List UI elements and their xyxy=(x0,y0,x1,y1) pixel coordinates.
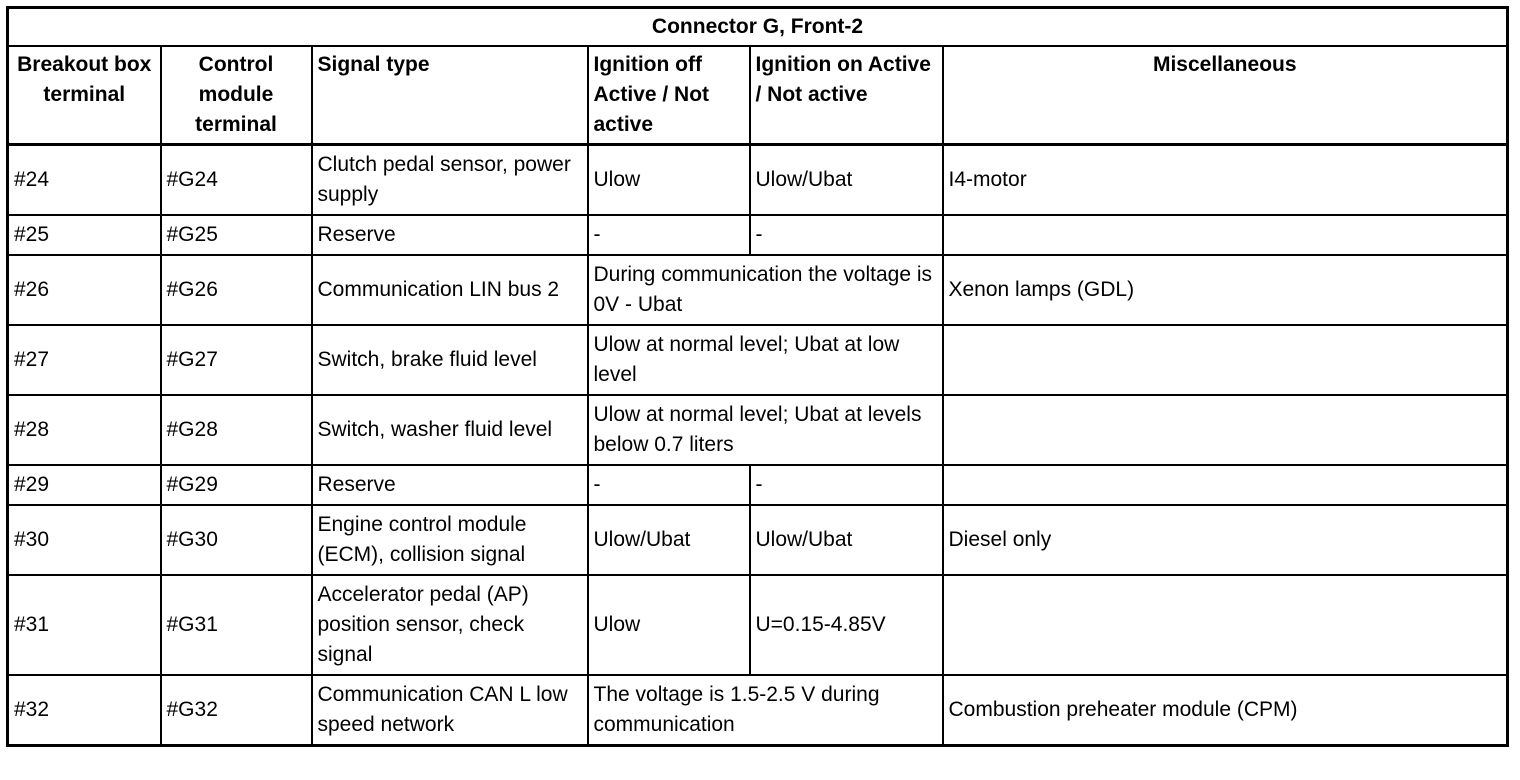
header-signal-type: Signal type xyxy=(312,46,588,145)
cell-signal: Engine control module (ECM), collision signal xyxy=(312,505,588,575)
cell-signal: Accelerator pedal (AP) position sensor, check signal xyxy=(312,575,588,675)
cell-signal: Switch, brake fluid level xyxy=(312,325,588,395)
cell-ignition-off: Ulow xyxy=(588,575,750,675)
cell-control: #G32 xyxy=(161,675,312,746)
table-row xyxy=(8,255,1508,325)
table-row xyxy=(8,575,1508,675)
table-title: Connector G, Front-2 xyxy=(8,8,1508,47)
table-row xyxy=(8,675,1508,746)
table-row xyxy=(8,325,1508,395)
cell-ignition-combined: Ulow at normal level; Ubat at levels below 0.7 liters xyxy=(588,395,943,465)
cell-misc xyxy=(943,465,1508,505)
cell-misc: Diesel only xyxy=(943,505,1508,575)
cell-breakout: #25 xyxy=(8,215,161,255)
cell-breakout: #31 xyxy=(8,575,161,675)
table-row xyxy=(8,465,1508,505)
cell-misc: Xenon lamps (GDL) xyxy=(943,255,1508,325)
table-row xyxy=(8,215,1508,255)
cell-signal: Communication CAN L low speed network xyxy=(312,675,588,746)
cell-misc xyxy=(943,575,1508,675)
cell-ignition-on: U=0.15-4.85V xyxy=(750,575,943,675)
cell-signal: Clutch pedal sensor, power supply xyxy=(312,145,588,216)
cell-ignition-combined: The voltage is 1.5-2.5 V during communication xyxy=(588,675,943,746)
cell-ignition-off: - xyxy=(588,215,750,255)
cell-ignition-off: Ulow/Ubat xyxy=(588,505,750,575)
table-row xyxy=(8,505,1508,575)
cell-signal: Reserve xyxy=(312,465,588,505)
cell-ignition-on: Ulow/Ubat xyxy=(750,505,943,575)
cell-signal: Reserve xyxy=(312,215,588,255)
cell-signal: Switch, washer fluid level xyxy=(312,395,588,465)
cell-misc: Combustion preheater module (CPM) xyxy=(943,675,1508,746)
table-row xyxy=(8,395,1508,465)
cell-breakout: #32 xyxy=(8,675,161,746)
cell-control: #G31 xyxy=(161,575,312,675)
cell-misc xyxy=(943,215,1508,255)
header-ignition-off: Ignition off Active / Not active xyxy=(588,46,750,145)
cell-control: #G30 xyxy=(161,505,312,575)
header-ignition-on: Ignition on Active / Not active xyxy=(750,46,943,145)
cell-misc: I4-motor xyxy=(943,145,1508,216)
cell-ignition-off: - xyxy=(588,465,750,505)
header-breakout-box-terminal: Breakout box terminal xyxy=(8,46,161,145)
header-miscellaneous: Miscellaneous xyxy=(943,46,1508,145)
cell-breakout: #27 xyxy=(8,325,161,395)
cell-ignition-combined: During communication the voltage is 0V - Ubat xyxy=(588,255,943,325)
cell-breakout: #30 xyxy=(8,505,161,575)
connector-table-container xyxy=(6,6,1509,747)
cell-ignition-off: Ulow xyxy=(588,145,750,216)
cell-control: #G27 xyxy=(161,325,312,395)
cell-control: #G26 xyxy=(161,255,312,325)
cell-control: #G28 xyxy=(161,395,312,465)
cell-ignition-on: - xyxy=(750,465,943,505)
cell-signal: Communication LIN bus 2 xyxy=(312,255,588,325)
cell-ignition-combined: Ulow at normal level; Ubat at low level xyxy=(588,325,943,395)
cell-breakout: #28 xyxy=(8,395,161,465)
cell-control: #G29 xyxy=(161,465,312,505)
cell-misc xyxy=(943,325,1508,395)
cell-breakout: #29 xyxy=(8,465,161,505)
header-control-module-terminal: Control module terminal xyxy=(161,46,312,145)
connector-g-table xyxy=(6,6,1509,747)
cell-misc xyxy=(943,395,1508,465)
table-row xyxy=(8,145,1508,216)
cell-control: #G25 xyxy=(161,215,312,255)
cell-breakout: #24 xyxy=(8,145,161,216)
cell-ignition-on: Ulow/Ubat xyxy=(750,145,943,216)
cell-ignition-on: - xyxy=(750,215,943,255)
cell-breakout: #26 xyxy=(8,255,161,325)
cell-control: #G24 xyxy=(161,145,312,216)
